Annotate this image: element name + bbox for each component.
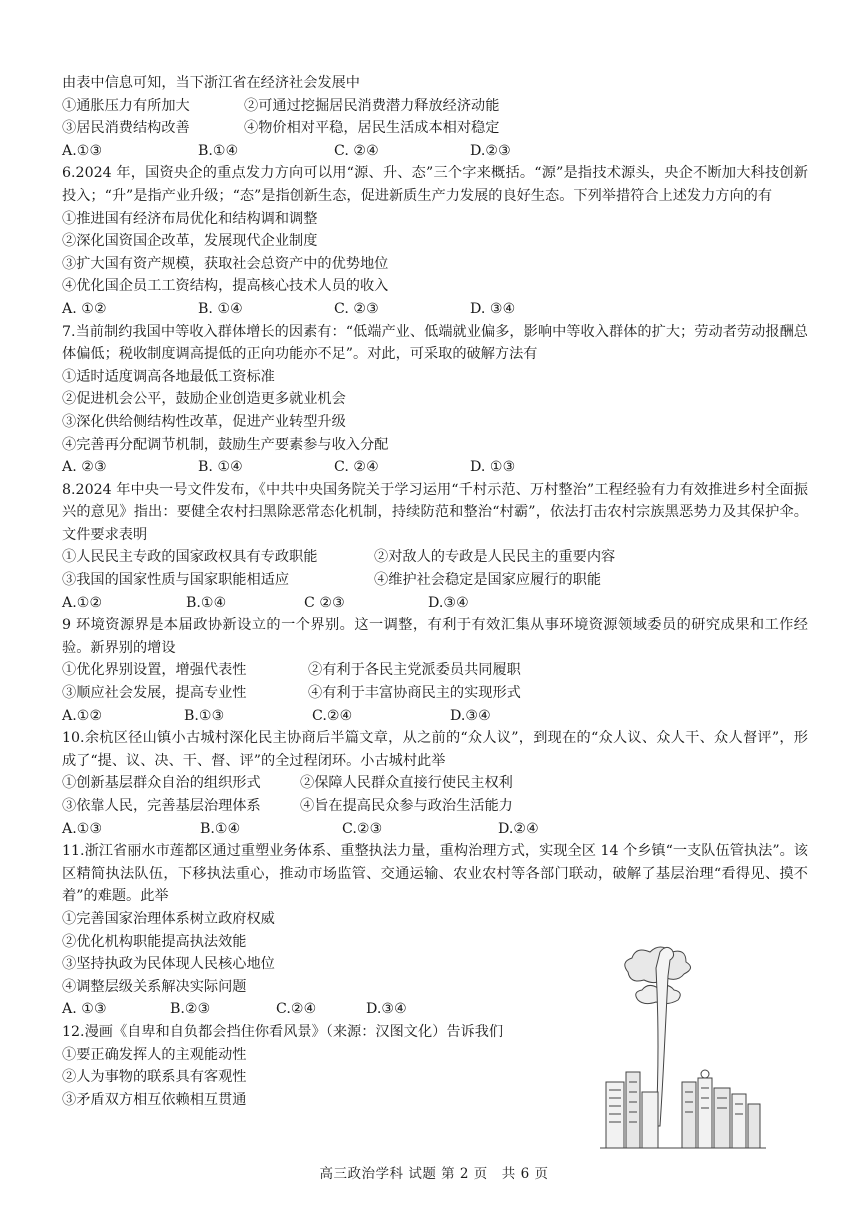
q9-choice-c: C.②④ [312,707,353,724]
q5-option-3: ③居民消费结构改善 [62,120,190,137]
q11-option-3: ③坚持执政为民体现人民核心地位 [62,956,275,973]
q9-options-row-1 [62,659,808,682]
q6-choice-b: B. ①④ [198,300,243,317]
q7-choices [62,456,808,479]
q8-choice-d: D.③④ [428,594,469,611]
q5-option-4: ④物价相对平稳，居民生活成本相对稳定 [244,120,500,137]
cartoon-illustration [598,932,768,1152]
q10-choices [62,818,808,841]
q11-option-1: ①完善国家治理体系树立政府权威 [62,910,275,927]
q8-option-4: ④维护社会稳定是国家应履行的职能 [374,572,602,589]
clock-icon [701,1070,709,1078]
q8-choice-c: C ②③ [304,594,345,611]
q8-choice-b: B.①④ [186,594,227,611]
q8-option-2: ②对敌人的专政是人民民主的重要内容 [374,549,616,566]
building-icon [732,1094,746,1148]
q5-options-row-2 [62,117,808,140]
q11-option-2: ②优化机构职能提高执法效能 [62,933,247,950]
q10-choice-a: A.①③ [62,820,103,837]
building-icon [606,1082,624,1148]
q6-choice-a: A. ①② [62,300,107,317]
q9-option-3: ③顺应社会发展，提高专业性 [62,685,247,702]
q8-choice-a: A.①② [62,594,103,611]
q9-stem: 9 环境资源界是本届政协新设立的一个界别。这一调整，有利于有效汇集从事环境资源领域委员的研究成果和工作经验。新界别的增设 [62,617,808,656]
q6-choice-d: D. ③④ [470,300,516,317]
q10-option-2: ②保障人民群众直接行使民主权利 [300,775,513,792]
q7-option-3: ③深化供给侧结构性改革，促进产业转型升级 [62,413,346,430]
q5-choice-b: B.①④ [198,142,239,159]
q5-option-1: ①通胀压力有所加大 [62,97,190,114]
q5-options-row-1 [62,95,808,118]
q9-choices [62,705,808,728]
q9-option-1: ①优化界别设置，增强代表性 [62,662,247,679]
q11-option-4: ④调整层级关系解决实际问题 [62,978,247,995]
page-footer: 高三政治学科 试题 第 2 页 共 6 页 [319,1166,549,1182]
q9-option-4: ④有利于丰富协商民主的实现形式 [308,685,521,702]
building-icon [714,1088,730,1148]
building-icon [642,1092,658,1148]
q9-choice-a: A.①② [62,707,103,724]
q5-choice-a: A.①③ [62,142,103,159]
q7-option-4: ④完善再分配调节机制，鼓励生产要素参与收入分配 [62,436,389,453]
q7-choice-c: C. ②④ [334,459,379,476]
q9-option-2: ②有利于各民主党派委员共同履职 [308,662,521,679]
q5-choices [62,140,808,163]
q7-option-2: ②促进机会公平，鼓励企业创造更多就业机会 [62,391,346,408]
q11-choice-d: D.③④ [366,1001,407,1018]
q6-option-3: ③扩大国有资产规模，获取社会总资产中的优势地位 [62,255,389,272]
q10-option-4: ④旨在提高民众参与政治生活能力 [300,798,513,814]
q7-option-1: ①适时适度调高各地最低工资标准 [62,368,275,385]
q7-stem: 7.当前制约我国中等收入群体增长的因素有：“低端产业、低端就业偏多，影响中等收入群体的扩大；劳动者劳动报酬总体偏低；税收制度调高提低的正向功能亦不足”。对此，可采取的破解方法有 [62,323,808,363]
q8-options-row-2 [62,569,808,592]
q6-option-4: ④优化国企员工工资结构，提高核心技术人员的收入 [62,278,389,295]
q6-option-2: ②深化国资国企改革，发展现代企业制度 [62,233,318,250]
q12-option-1: ①要正确发挥人的主观能动性 [62,1046,247,1063]
q10-stem: 10.余杭区径山镇小古城村深化民主协商后半篇文章，从之前的“众人议”，到现在的“众人议、众人干、众人督评”，形成了“提、议、决、干、督、评”的全过程闭环。小古城村此举 [62,730,808,769]
q5-intro: 由表中信息可知，当下浙江省在经济社会发展中 [62,75,360,91]
q8-option-1: ①人民民主专政的国家政权具有专政职能 [62,549,318,566]
q10-choice-c: C.②③ [342,820,383,837]
q12-option-2: ②人为事物的联系具有客观性 [62,1069,247,1086]
q10-option-1: ①创新基层群众自治的组织形式 [62,775,261,792]
q5-choice-c: C. ②④ [334,142,379,159]
q9-options-row-2 [62,682,808,705]
q10-option-3: ③依靠人民，完善基层治理体系 [62,798,261,814]
q10-options-row-1 [62,772,808,795]
q8-options-row-1 [62,546,808,569]
building-icon [626,1072,640,1148]
q12-stem: 12.漫画《自卑和自负都会挡住你看风景》（来源：汉图文化）告诉我们 [62,1023,504,1040]
q11-stem: 11.浙江省丽水市莲都区通过重塑业务体系、重整执法力量，重构治理方式，实现全区 14 个乡镇“一支队伍管执法”。该区精简执法队伍，下移执法重心，推动市场监管、交通运输、农业农村等各部门联动，破解了基层治理“看得见、摸不着”的难题。此举 [62,843,808,905]
q11-choice-a: A. ①③ [62,1001,107,1018]
q7-choice-b: B. ①④ [198,459,243,476]
q8-choices [62,592,808,615]
q7-choice-a: A. ②③ [62,459,107,476]
q10-options-row-2 [62,795,808,818]
q8-option-3: ③我国的国家性质与国家职能相适应 [62,572,290,589]
q9-choice-d: D.③④ [450,707,491,724]
building-icon [748,1104,760,1148]
q12-option-3: ③矛盾双方相互依赖相互贯通 [62,1091,247,1108]
q6-stem: 6.2024 年，国资央企的重点发力方向可以用“源、升、态”三个字来概括。“源”是指技术源头，央企不断加大科技创新投入；“升”是指产业升级；“态”是指创新生态，促进新质生产力发展的良好生态。下列举措符合上述发力方向的有 [62,165,808,204]
q7-choice-d: D. ①③ [470,459,516,476]
q5-choice-d: D.②③ [470,142,511,159]
q9-choice-b: B.①③ [184,707,225,724]
q6-choices [62,298,808,321]
q6-choice-c: C. ②③ [334,300,379,317]
q10-choice-d: D.②④ [498,820,539,837]
q8-stem: 8.2024 年中央一号文件发布，《中共中央国务院关于学习运用“千村示范、万村整治”工程经验有力有效推进乡村全面振兴的意见》指出：要健全农村扫黑除恶常态化机制，持续防范和整治“村霸”，依法打击农村宗族黑恶势力及其保护伞。文件要求表明 [62,481,808,543]
q5-option-2: ②可通过挖掘居民消费潜力释放经济动能 [244,97,500,114]
q6-option-1: ①推进国有经济布局优化和结构调和调整 [62,210,318,227]
q10-choice-b: B.①④ [200,820,241,837]
q11-choice-b: B.②③ [170,1001,211,1018]
q11-choice-c: C.②④ [276,1001,317,1018]
